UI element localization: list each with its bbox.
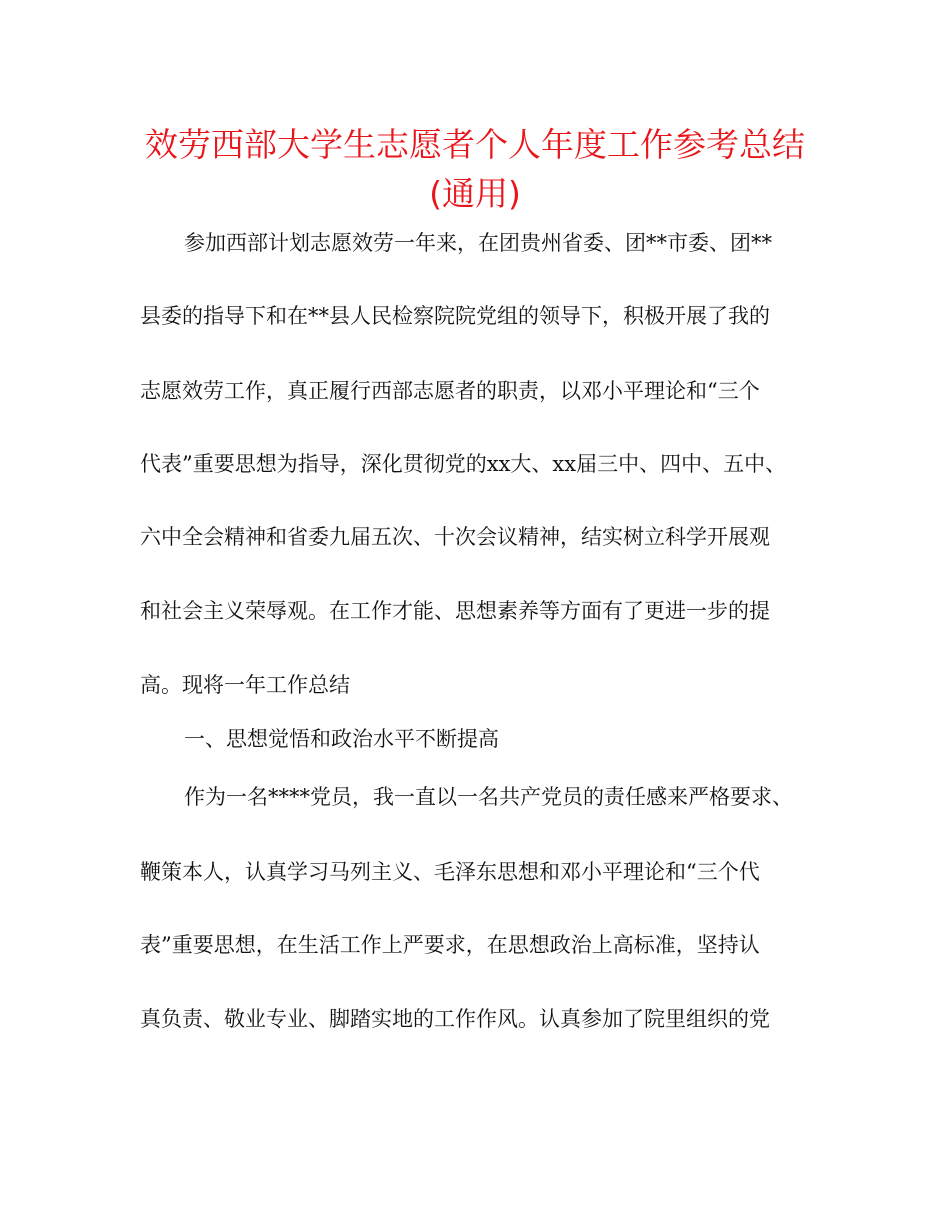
paragraph-line: 表”重要思想，在生活工作上严要求，在思想政治上高标准，坚持认	[140, 933, 760, 957]
paragraph-line: 志愿效劳工作，真正履行西部志愿者的职责，以邓小平理论和“三个	[140, 379, 760, 403]
document-title-line-1: 效劳西部大学生志愿者个人年度工作参考总结	[145, 125, 805, 164]
paragraph-line: 鞭策本人，认真学习马列主义、毛泽东思想和邓小平理论和“三个代	[140, 860, 760, 884]
paragraph-line: 六中全会精神和省委九届五次、十次会议精神，结实树立科学开展观	[140, 525, 770, 549]
paragraph-line: 高。现将一年工作总结	[140, 673, 350, 697]
paragraph-line: 县委的指导下和在**县人民检察院院党组的领导下，积极开展了我的	[140, 304, 770, 328]
paragraph-line: 代表”重要思想为指导，深化贯彻党的xx大、xx届三中、四中、五中、	[140, 452, 787, 476]
paragraph-line: 作为一名****党员，我一直以一名共产党员的责任感来严格要求、	[184, 785, 793, 809]
paragraph-line: 参加西部计划志愿效劳一年来，在团贵州省委、团**市委、团**	[184, 231, 772, 255]
section-heading: 一、思想觉悟和政治水平不断提高	[184, 727, 499, 751]
document-title-line-2: (通用)	[429, 174, 521, 213]
paragraph-line: 和社会主义荣辱观。在工作才能、思想素养等方面有了更进一步的提	[140, 599, 770, 623]
paragraph-line: 真负责、敬业专业、脚踏实地的工作作风。认真参加了院里组织的党	[140, 1007, 770, 1031]
